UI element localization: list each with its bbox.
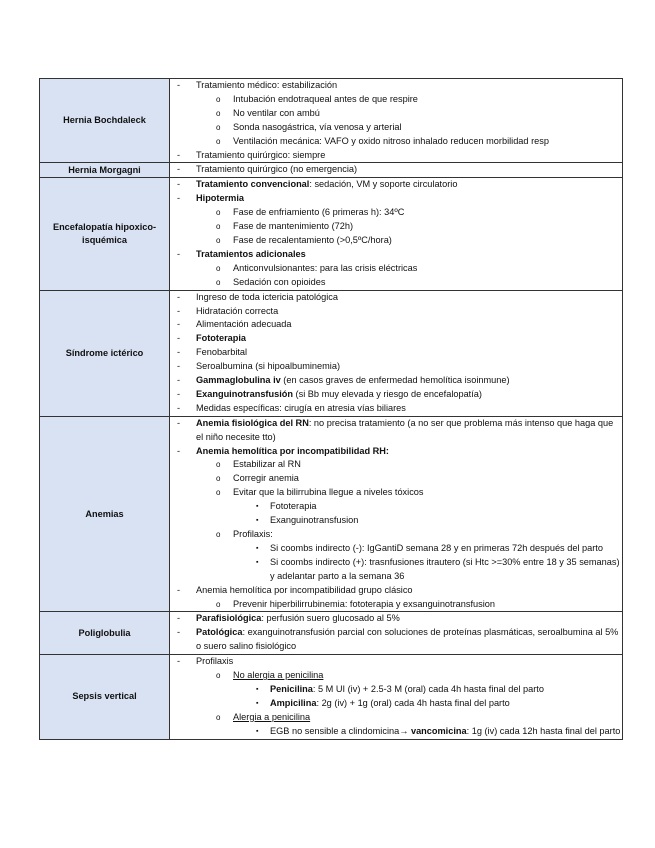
content-cell bbox=[170, 416, 623, 612]
table-row bbox=[40, 416, 623, 612]
list-item bbox=[170, 542, 622, 556]
text: Seroalbumina (si hipoalbuminemia) bbox=[196, 361, 341, 372]
bullet-marker: ▪ bbox=[256, 503, 259, 511]
list-item bbox=[170, 711, 622, 725]
list-item bbox=[170, 248, 622, 262]
text: : 2g (iv) + 1g (oral) cada 4h hasta final del parto bbox=[316, 697, 510, 708]
bold-text: Exanguinotransfusión bbox=[196, 388, 293, 399]
text: Prevenir hiperbilirrubinemia: fototerapia y exsanguinotransfusion bbox=[233, 598, 495, 609]
text: : sedación, VM y soporte circulatorio bbox=[309, 179, 458, 190]
bullet-marker: o bbox=[216, 460, 221, 470]
treatment-table-body bbox=[40, 79, 623, 740]
list-item bbox=[170, 305, 622, 319]
bullet-marker: - bbox=[177, 627, 181, 638]
bullet-marker: ▪ bbox=[256, 699, 259, 707]
table-row bbox=[40, 290, 623, 416]
text: Sonda nasogástrica, vía venosa y arterial bbox=[233, 121, 402, 132]
topic-cell: Poliglobulia bbox=[40, 612, 170, 655]
list-item bbox=[170, 135, 622, 149]
bullet-marker: o bbox=[216, 530, 221, 539]
list-item bbox=[170, 346, 622, 360]
bullet-marker: ▪ bbox=[256, 544, 259, 552]
text: Fase de enfriamiento (6 primeras h): 34ºC bbox=[233, 207, 405, 218]
bullet-marker: - bbox=[177, 361, 181, 372]
list-item bbox=[170, 598, 622, 612]
list-item bbox=[170, 93, 622, 107]
list-item bbox=[170, 626, 622, 654]
bullet-marker: - bbox=[177, 291, 181, 302]
bold-text: Tratamiento convencional bbox=[196, 179, 310, 190]
list-item bbox=[170, 472, 622, 486]
topic-cell: Encefalopatía hipoxico-isquémica bbox=[40, 178, 170, 290]
bullet-marker: - bbox=[177, 248, 181, 259]
text: (si Bb muy elevada y riesgo de encefalopatía) bbox=[293, 388, 482, 399]
list-item bbox=[170, 206, 622, 220]
list-item bbox=[170, 612, 622, 626]
text: Ingreso de toda ictericia patológica bbox=[196, 291, 338, 302]
text: Fase de recalentamiento (>0,5ºC/hora) bbox=[233, 234, 392, 245]
bullet-marker: o bbox=[216, 108, 221, 118]
bullet-marker: - bbox=[177, 584, 181, 595]
topic-cell: Hernia Morgagni bbox=[40, 163, 170, 178]
table-row bbox=[40, 655, 623, 739]
bullet-marker: ▪ bbox=[256, 517, 259, 525]
bold-text: Ampicilina bbox=[270, 697, 317, 708]
bullet-marker: - bbox=[177, 445, 181, 456]
list-item bbox=[170, 725, 622, 739]
bullet-marker: - bbox=[177, 179, 181, 190]
bold-text: Hipotermia bbox=[196, 193, 244, 204]
list-item bbox=[170, 528, 622, 542]
bullet-marker: o bbox=[216, 235, 221, 245]
bullet-marker: - bbox=[177, 388, 181, 399]
bold-text: Anemia fisiológica del RN bbox=[196, 417, 309, 428]
text: Estabilizar al RN bbox=[233, 459, 301, 470]
topic-cell: Síndrome ictérico bbox=[40, 290, 170, 416]
list-item bbox=[170, 417, 622, 445]
bullet-marker: - bbox=[177, 375, 181, 386]
text: Hidratación correcta bbox=[196, 305, 279, 316]
text: : 1g (iv) cada 12h hasta final del parto bbox=[466, 725, 621, 736]
list-item bbox=[170, 332, 622, 346]
text: : no precisa tratamiento (a no ser que problema más intenso que haga que el niño necesite tto) bbox=[196, 417, 614, 442]
text: Fase de mantenimiento (72h) bbox=[233, 221, 354, 232]
list-item bbox=[170, 514, 622, 528]
text: Profilaxis bbox=[196, 656, 234, 667]
list-item bbox=[170, 374, 622, 388]
bullet-marker: ▪ bbox=[256, 685, 259, 693]
list-item bbox=[170, 192, 622, 206]
bullet-marker: o bbox=[216, 599, 221, 609]
text: Exanguinotransfusion bbox=[270, 515, 359, 526]
underlined-text: No alergia a penicilina bbox=[233, 670, 324, 681]
bullet-marker: o bbox=[216, 263, 221, 273]
text: Intubación endotraqueal antes de que respire bbox=[233, 93, 418, 104]
list-item bbox=[170, 234, 622, 248]
bullet-marker: - bbox=[177, 164, 181, 175]
text: : exanguinotransfusión parcial con soluciones de proteínas plasmáticas, seroalbumina al 5% o suero salino fisiológico bbox=[196, 627, 619, 652]
text: Tratamiento quirúrgico: siempre bbox=[196, 149, 326, 160]
text: Si coombs indirecto (+): trasnfusiones itrautero (si Htc >=30% entre 18 y 35 semanas) y adelantar parto a la semana 36 bbox=[270, 556, 620, 581]
bullet-marker: o bbox=[216, 136, 221, 146]
bullet-marker: - bbox=[177, 613, 181, 624]
list-item bbox=[170, 556, 622, 584]
text: Anticonvulsionantes: para las crisis eléctricas bbox=[233, 262, 418, 273]
text: Fototerapia bbox=[270, 501, 317, 512]
bullet-marker: - bbox=[177, 402, 181, 413]
table-row bbox=[40, 612, 623, 655]
list-item bbox=[170, 107, 622, 121]
text: Fenobarbital bbox=[196, 347, 248, 358]
bullet-marker: - bbox=[177, 149, 181, 160]
list-item bbox=[170, 291, 622, 305]
text: Tratamiento quirúrgico (no emergencia) bbox=[196, 164, 358, 175]
topic-cell: Sepsis vertical bbox=[40, 655, 170, 739]
list-item bbox=[170, 178, 622, 192]
bullet-marker: o bbox=[216, 122, 221, 132]
table-row bbox=[40, 178, 623, 290]
underlined-text: Alergia a penicilina bbox=[233, 711, 311, 722]
bullet-marker: - bbox=[177, 347, 181, 358]
list-item bbox=[170, 669, 622, 683]
list-item bbox=[170, 683, 622, 697]
bullet-marker: - bbox=[177, 333, 181, 344]
text: Profilaxis: bbox=[233, 529, 273, 539]
bullet-marker: o bbox=[216, 222, 221, 232]
table-row bbox=[40, 163, 623, 178]
table-row bbox=[40, 79, 623, 163]
list-item bbox=[170, 388, 622, 402]
list-item bbox=[170, 486, 622, 500]
text: Sedación con opioides bbox=[233, 276, 326, 287]
list-item bbox=[170, 149, 622, 163]
list-item bbox=[170, 655, 622, 669]
text: Anemia hemolítica por incompatibilidad grupo clásico bbox=[196, 584, 413, 595]
bullet-marker: - bbox=[177, 417, 181, 428]
list-item bbox=[170, 458, 622, 472]
bullet-marker: ▪ bbox=[256, 727, 259, 735]
text: (en casos graves de enfermedad hemolítica isoinmune) bbox=[280, 375, 510, 386]
bullet-marker: o bbox=[216, 474, 221, 484]
bold-text: Penicilina bbox=[270, 683, 313, 694]
list-item bbox=[170, 500, 622, 514]
bold-text: Anemia hemolítica por incompatibilidad RH: bbox=[196, 445, 389, 456]
topic-cell: Hernia Bochdaleck bbox=[40, 79, 170, 163]
treatment-table bbox=[39, 78, 623, 740]
bullet-marker: o bbox=[216, 208, 221, 218]
bullet-marker: - bbox=[177, 80, 181, 90]
bullet-marker: - bbox=[177, 193, 181, 204]
content-cell bbox=[170, 655, 623, 739]
list-item bbox=[170, 697, 622, 711]
bullet-marker: o bbox=[216, 94, 221, 104]
text: Alimentación adecuada bbox=[196, 319, 292, 330]
content-cell bbox=[170, 290, 623, 416]
list-item bbox=[170, 220, 622, 234]
bullet-marker: ▪ bbox=[256, 558, 259, 566]
content-cell bbox=[170, 79, 623, 163]
text: Ventilación mecánica: VAFO y oxido nitroso inhalado reducen morbilidad resp bbox=[233, 135, 549, 146]
text: : perfusión suero glucosado al 5% bbox=[261, 613, 400, 624]
list-item bbox=[170, 262, 622, 276]
text: EGB no sensible a clindomicina→ bbox=[270, 725, 411, 736]
bullet-marker: - bbox=[177, 319, 181, 330]
bold-text: Tratamientos adicionales bbox=[196, 248, 306, 259]
text: Corregir anemia bbox=[233, 473, 299, 484]
list-item bbox=[170, 584, 622, 598]
bullet-marker: o bbox=[216, 712, 221, 722]
list-item bbox=[170, 318, 622, 332]
content-cell bbox=[170, 178, 623, 290]
list-item bbox=[170, 360, 622, 374]
list-item bbox=[170, 402, 622, 416]
text: Medidas específicas: cirugía en atresia vías biliares bbox=[196, 402, 406, 413]
bold-text: Gammaglobulina iv bbox=[196, 375, 281, 386]
text: Si coombs indirecto (-): IgGantiD semana 28 y en primeras 72h después del parto bbox=[270, 542, 603, 553]
content-cell bbox=[170, 612, 623, 655]
topic-cell: Anemias bbox=[40, 416, 170, 612]
bold-text: Fototerapia bbox=[196, 333, 247, 344]
list-item bbox=[170, 121, 622, 135]
bullet-marker: - bbox=[177, 656, 181, 667]
bold-text: vancomicina bbox=[410, 725, 467, 736]
list-item bbox=[170, 79, 622, 93]
text: No ventilar con ambú bbox=[233, 107, 320, 118]
list-item bbox=[170, 445, 622, 459]
bullet-marker: o bbox=[216, 488, 221, 498]
bullet-marker: o bbox=[216, 671, 221, 681]
text: Evitar que la bilirrubina llegue a niveles tóxicos bbox=[233, 487, 424, 498]
bold-text: Parafisiológica bbox=[196, 613, 262, 624]
bullet-marker: o bbox=[216, 277, 221, 287]
content-cell bbox=[170, 163, 623, 178]
text: Tratamiento médico: estabilización bbox=[196, 80, 338, 90]
bold-text: Patológica bbox=[196, 627, 243, 638]
list-item bbox=[170, 276, 622, 290]
list-item bbox=[170, 163, 622, 177]
bullet-marker: - bbox=[177, 305, 181, 316]
text: : 5 M UI (iv) + 2.5-3 M (oral) cada 4h hasta final del parto bbox=[312, 683, 544, 694]
